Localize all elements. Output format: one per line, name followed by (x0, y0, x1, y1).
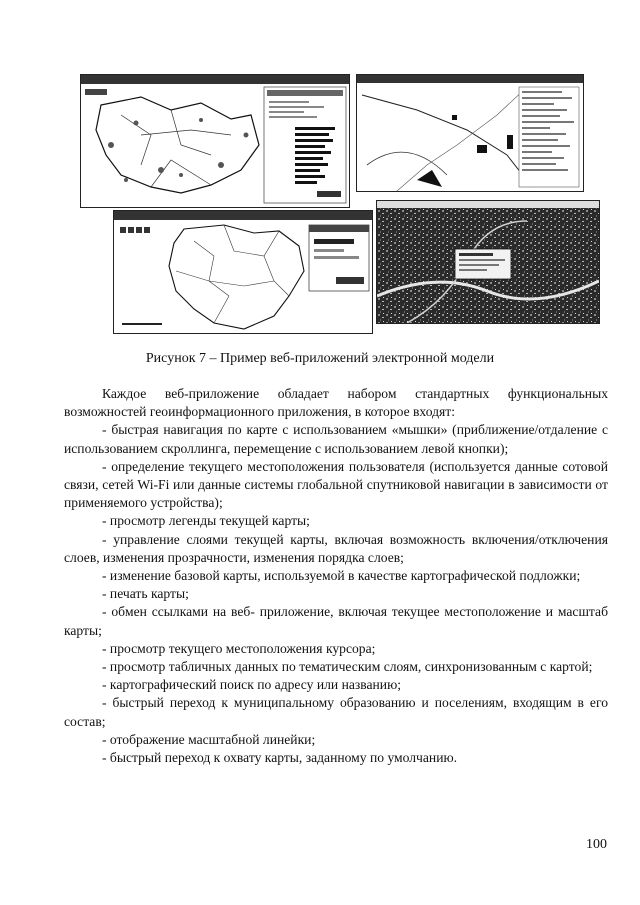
screenshot-map-layers (356, 74, 584, 192)
list-item: - определение текущего местоположения пользователя (используется данные сотовой связи, сетей Wi-Fi или данные системы глобальной спутниковой навигации в зависимости от применяемого устройства); (64, 458, 608, 511)
satellite-map-illustration (377, 201, 599, 323)
list-item: - печать карты; (102, 586, 189, 602)
list-item: - просмотр легенды текущей карты; (102, 513, 310, 529)
list-item: - картографический поиск по адресу или названию; (102, 677, 402, 693)
region-map-illustration (114, 211, 372, 333)
list-item: - быстрый переход к муниципальному образованию и поселениям, входящим в его состав; (64, 695, 608, 729)
body-text (64, 385, 608, 767)
screenshot-satellite-map (376, 200, 600, 324)
page-number: 100 (586, 837, 607, 852)
map-layers-illustration (357, 75, 583, 191)
list-item: - изменение базовой карты, используемой в качестве картографической подложки; (102, 568, 581, 584)
list-item: - просмотр текущего местоположения курсора; (102, 640, 376, 656)
list-item: - обмен ссылками на веб- приложение, включая текущее местоположение и масштаб карты; (64, 604, 608, 638)
list-item: - управление слоями текущей карты, включая возможность включения/отключения слоев, изменения прозрачности, изменения порядка слоев; (64, 531, 608, 565)
list-item: - отображение масштабной линейки; (102, 731, 316, 747)
screenshot-region-map (113, 210, 373, 334)
list-item: - быстрый переход к охвату карты, заданному по умолчанию. (102, 750, 458, 766)
list-item: - быстрая навигация по карте с использованием «мышки» (приближение/отдаление с использованием скроллинга, перемещение с использованием левой кнопки); (64, 422, 608, 456)
figure-caption: Рисунок 7 – Пример веб-приложений электронной модели (145, 351, 495, 366)
list-item: - просмотр табличных данных по тематическим слоям, синхронизованным с картой; (102, 659, 593, 675)
intro-paragraph: Каждое веб-приложение обладает набором стандартных функциональных возможностей геоинформационного приложения, в которое входят: (64, 386, 608, 420)
map-legend-illustration (81, 75, 349, 207)
screenshot-map-legend (80, 74, 350, 208)
